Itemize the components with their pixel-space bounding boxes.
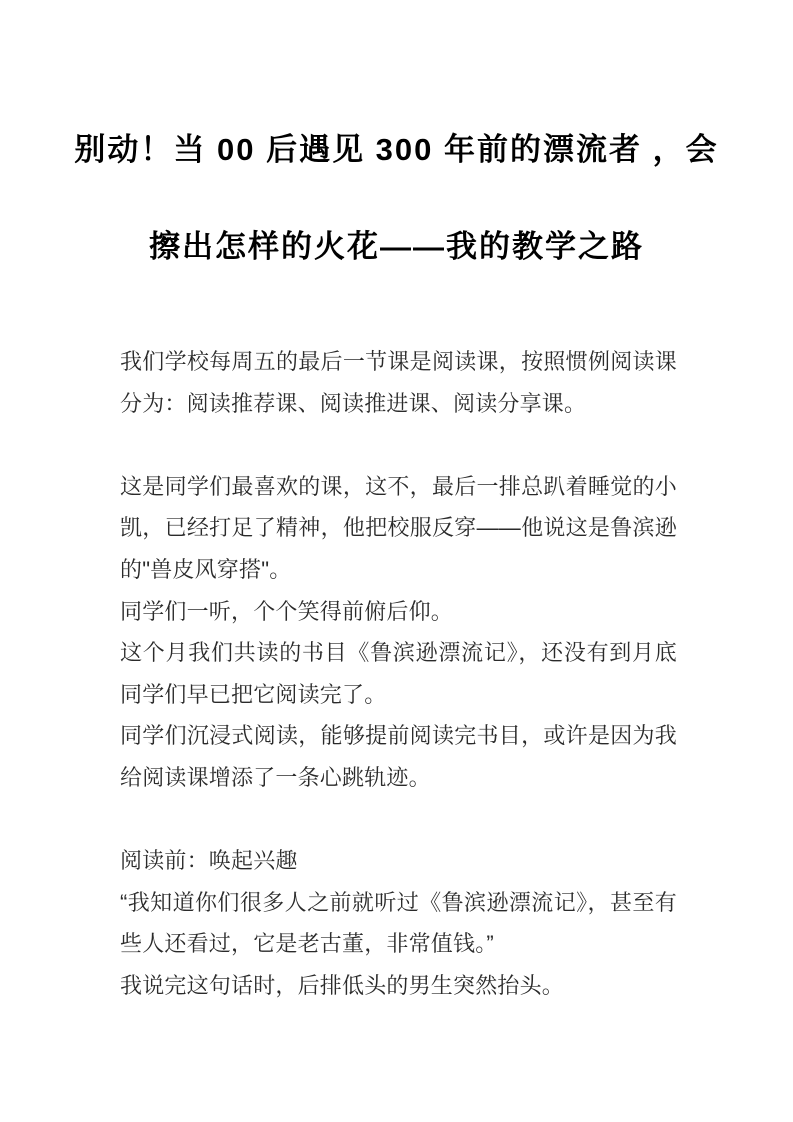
title-line-1: 别动！当 00 后遇见 300 年前的漂流者 ，会 bbox=[74, 132, 719, 167]
paragraph-students-laugh: 同学们一听，个个笑得前俯后仰。 bbox=[120, 598, 454, 624]
paragraph-boy-looks-up: 我说完这句话时，后排低头的男生突然抬头。 bbox=[120, 972, 565, 998]
document-body bbox=[120, 341, 677, 1007]
section-heading-before-reading: 阅读前：唤起兴趣 bbox=[120, 848, 298, 874]
blank-line bbox=[120, 799, 677, 841]
paragraph-monthly-book: 这个月我们共读的书目《鲁滨逊漂流记》，还没有到月底同学们早已把它阅读完了。 bbox=[120, 640, 677, 707]
paragraph-teacher-quote: “我知道你们很多人之前就听过《鲁滨逊漂流记》，甚至有些人还看过，它是老古董，非常值钱。” bbox=[120, 889, 677, 957]
title-line-2: 擦出怎样的火花——我的教学之路 bbox=[149, 229, 644, 264]
paragraph-xiaokai-costume: 这是同学们最喜欢的课，这不，最后一排总趴着睡觉的小凯，已经打足了精神，他把校服反穿——他说这是鲁滨逊的"兽皮风穿搭"。 bbox=[120, 473, 677, 582]
paragraph-reading-class-intro: 我们学校每周五的最后一节课是阅读课，按照惯例阅读课分为：阅读推荐课、阅读推进课、阅读分享课。 bbox=[120, 349, 677, 416]
blank-line bbox=[120, 424, 677, 466]
document-title bbox=[30, 101, 763, 295]
paragraph-immersive-reading: 同学们沉浸式阅读，能够提前阅读完书目，或许是因为我给阅读课增添了一条心跳轨迹。 bbox=[120, 723, 677, 790]
